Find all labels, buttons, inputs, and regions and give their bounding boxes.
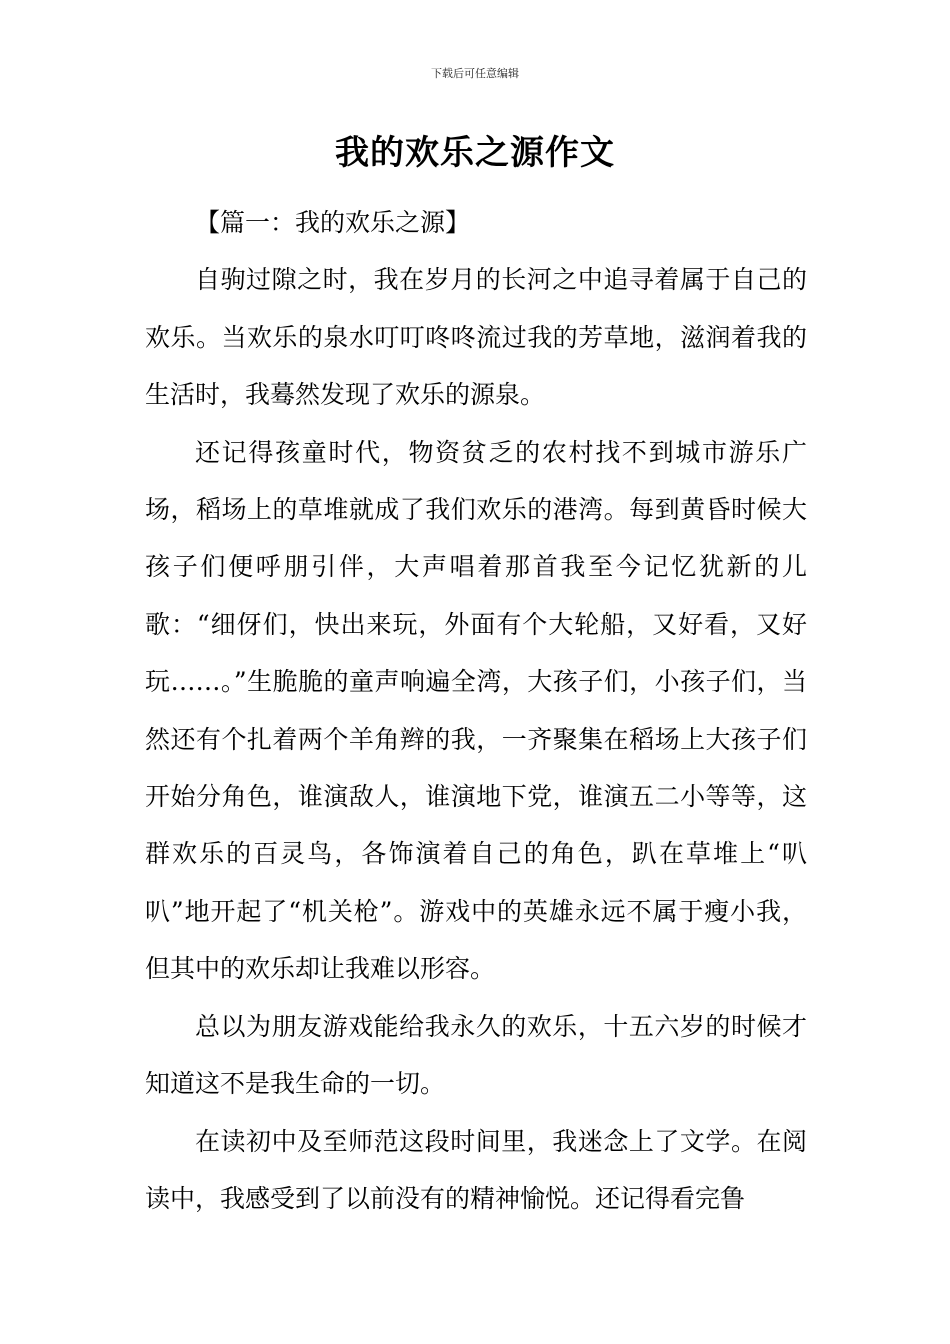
section-heading: 【篇一：我的欢乐之源】: [195, 208, 471, 237]
paragraph-4: 在读初中及至师范这段时间里，我迷念上了文学。在阅读中，我感受到了以前没有的精神愉悦。还记得看完鲁: [145, 1126, 807, 1213]
paragraph-3: 总以为朋友游戏能给我永久的欢乐，十五六岁的时候才知道这不是我生命的一切。: [145, 1011, 807, 1099]
page-title: 我的欢乐之源作文: [335, 133, 615, 173]
document-body: [145, 194, 807, 1227]
header-note: 下载后可任意编辑: [431, 67, 519, 80]
paragraph-1: 自驹过隙之时，我在岁月的长河之中追寻着属于自己的欢乐。当欢乐的泉水叮叮咚咚流过我的芳草地，滋润着我的生活时，我蓦然发现了欢乐的源泉。: [145, 265, 807, 410]
paragraph-2: 还记得孩童时代，物资贫乏的农村找不到城市游乐广场，稻场上的草堆就成了我们欢乐的港湾。每到黄昏时候大孩子们便呼朋引伴，大声唱着那首我至今记忆犹新的儿歌：“细伢们，快出来玩，外面有个大轮船，又好看，又好玩……。”生脆脆的童声响遍全湾，大孩子们，小孩子们，当然还有个扎着两个羊角辫的我，一齐聚集在稻场上大孩子们开始分角色，谁演敌人，谁演地下党，谁演五二小等等，这群欢乐的百灵鸟，各饰演着自己的角色，趴在草堆上“叭叭”地开起了“机关枪”。游戏中的英雄永远不属于瘦小我，但其中的欢乐却让我难以形容。: [145, 437, 807, 984]
